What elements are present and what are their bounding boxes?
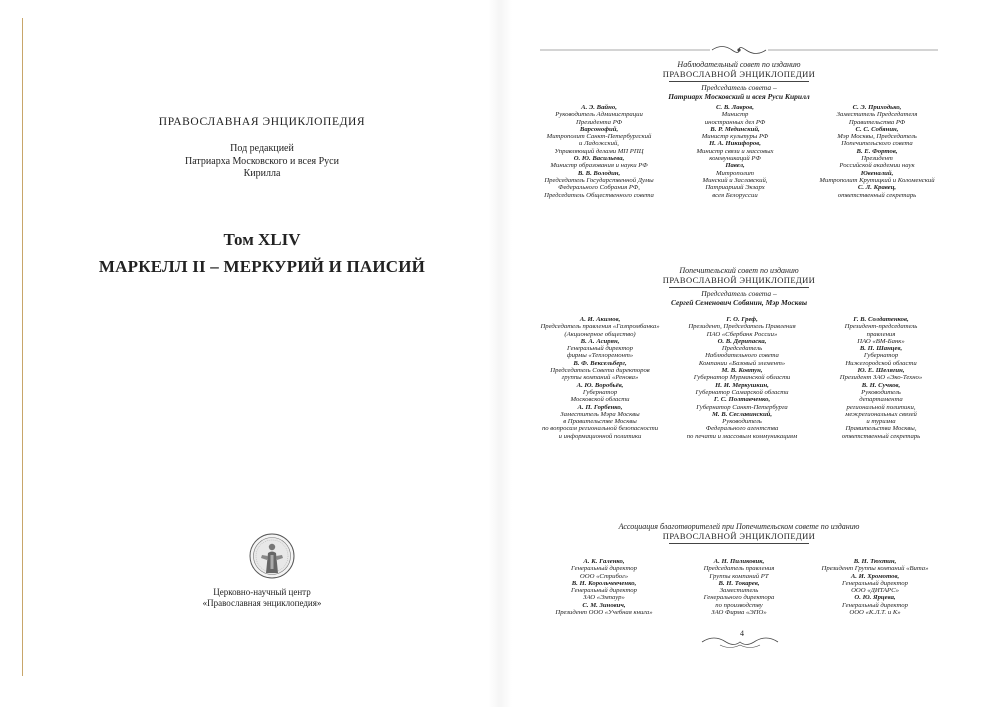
member-name: А. И. Акимов, (579, 316, 621, 323)
member-role: Наблюдательного совета (705, 352, 779, 360)
board-column-1 (530, 316, 670, 440)
member-role: Московской области (570, 396, 630, 404)
member-role: Минский и Заславский, (702, 176, 768, 184)
publisher-line: Церковно-научный центр (213, 587, 311, 597)
member-name: А. П. Горбенко, (577, 403, 623, 411)
member-name: В. А. Асирян, (580, 337, 620, 345)
member-name: В. Н. Корольчевченко, (571, 579, 637, 587)
chair-name: Сергей Семенович Собянин, Мэр Москвы (670, 297, 808, 307)
member-name: М. В. Сеславинский, (711, 410, 773, 418)
member-name: Ювеналий, (860, 169, 894, 177)
member-role: Мэр Москвы, Председатель (837, 133, 917, 141)
member-role: Губернатор (582, 388, 618, 396)
member-role: ООО «К.Л.Т. и К» (849, 609, 901, 617)
member-role: Нижегородской области (845, 359, 917, 367)
section-title: Попечительский совет по изданию (679, 266, 799, 275)
member-role: и информационной политики (558, 432, 642, 440)
board-column-2 (672, 316, 812, 440)
member-name: Г. В. Солдатенков, (853, 316, 909, 323)
member-role: Президент-председатель (844, 323, 918, 331)
chair-label: Председатель совета – (701, 83, 777, 92)
editor-line: Патриарха Московского и всея Руси (185, 155, 339, 167)
member-role: по печати и массовым коммуникациям (686, 432, 798, 440)
section-name: ПРАВОСЛАВНОЙ ЭНЦИКЛОПЕДИИ (662, 531, 816, 541)
member-name: Ю. Е. Шелягин, (857, 367, 905, 375)
chair-label: Председатель совета – (701, 289, 777, 298)
member-role: межрегиональных связей (845, 410, 917, 418)
member-name: С. В. Лавров, (716, 104, 754, 111)
member-role: Министр культуры РФ (701, 133, 769, 141)
member-name: В. В. Володин, (577, 169, 621, 177)
association-column-2 (676, 558, 802, 616)
top-ornament-icon (540, 44, 938, 56)
section-name: ПРАВОСЛАВНОЙ ЭНЦИКЛОПЕДИИ (662, 69, 816, 79)
member-name: В. Ф. Вексельберг, (573, 359, 627, 367)
board-column-3 (818, 316, 944, 440)
member-name: В. Н. Сучков, (861, 381, 901, 389)
member-role: Губернатор Санкт-Петербурга (696, 403, 788, 411)
member-role: Заместитель (719, 587, 759, 595)
editor-line: Кирилла (243, 168, 281, 179)
member-name: Г. О. Греф, (726, 316, 758, 323)
member-role: департамента (859, 396, 903, 404)
member-role: Генеральный директор (571, 587, 637, 595)
member-role: Президент ООО «Учебная книга» (555, 609, 653, 617)
member-role: Попечительского совета (841, 140, 913, 148)
board-of-trustees-header (540, 266, 938, 307)
member-role: по производству (715, 601, 763, 609)
section-title: Ассоциация благотворителей при Попечительском совете по изданию (618, 522, 860, 531)
member-role: Компании «Базовый элемент» (698, 359, 786, 367)
publisher-name (22, 587, 502, 609)
member-role: Генеральный директор (571, 565, 637, 573)
member-role: Председатель правления (703, 565, 775, 573)
editor-block (22, 143, 502, 181)
member-role: (Акционерное общество) (564, 330, 636, 338)
member-role: Правительства Москвы, (845, 425, 917, 433)
member-name: А. Э. Вайно, (581, 104, 617, 111)
member-name: А. И. Хромотов, (850, 572, 900, 580)
supervisory-column-2 (672, 104, 798, 199)
volume-title: МАРКЕЛЛ II – МЕРКУРИЙ И ПАИСИЙ (98, 257, 426, 276)
member-name: В. П. Шанцев, (859, 345, 903, 353)
member-role: Генеральный директор (567, 345, 633, 353)
member-role: ЗАО Фирма «ЭПО» (711, 609, 767, 617)
member-role: Президента РФ (576, 118, 622, 126)
left-page (22, 0, 502, 707)
member-name: С. С. Собянин, (855, 125, 899, 133)
member-role: ООО «Стрибог» (579, 572, 629, 580)
member-role: региональной политики, (846, 403, 916, 411)
member-name: О. Ю. Ярцева, (854, 594, 896, 602)
member-role: Митрополит (715, 169, 755, 177)
member-role: ПАО «ВМ-Банк» (857, 337, 905, 345)
member-name: О. В. Дерипаска, (717, 337, 767, 345)
member-role: Заместитель Председателя (836, 111, 918, 119)
member-role: ЗАО «Эмпаур» (583, 594, 625, 602)
publisher-seal-icon (249, 533, 295, 579)
member-role: Министр связи и массовых (696, 147, 774, 155)
encyclopedia-title: ПРАВОСЛАВНАЯ ЭНЦИКЛОПЕДИЯ (158, 116, 366, 128)
member-name: А. Н. Пиликовик, (713, 558, 765, 565)
member-role: Руководитель (861, 388, 901, 396)
member-role: ООО «ДИТАРС» (851, 587, 899, 595)
member-role: Председатель Государственной Думы (544, 176, 654, 184)
member-role: Федерального агентства (705, 425, 779, 433)
member-name: О. Ю. Васильева, (573, 155, 625, 163)
section-underline (669, 543, 809, 544)
member-name: С. Л. Кравец, (857, 184, 897, 192)
member-role: Генеральный директор (842, 579, 908, 587)
member-role: Управляющий делами МП РПЦ (554, 147, 644, 155)
member-name: Г. С. Полтавченко, (713, 396, 771, 404)
member-role: Министр образования и науки РФ (550, 162, 648, 170)
member-role: коммуникаций РФ (709, 155, 761, 163)
member-name: С. М. Зинович, (582, 601, 626, 609)
member-role: ответственный секретарь (837, 191, 917, 199)
section-title: Наблюдательный совет по изданию (677, 60, 801, 69)
member-name: В. Р. Мединский, (710, 125, 760, 133)
member-role: Митрополит Санкт-Петербургский (546, 133, 652, 141)
member-name: С. Э. Приходько, (852, 104, 902, 111)
member-name: А. Ю. Воробьёв, (576, 381, 624, 389)
member-name: В. Н. Тюхтин, (853, 558, 897, 565)
member-role: Российской академии наук (839, 162, 915, 170)
member-name: М. В. Ковтун, (721, 367, 763, 375)
member-role: Генерального директора (703, 594, 775, 602)
editor-line: Под редакцией (230, 143, 294, 154)
member-role: в Правительстве Москвы (563, 418, 637, 426)
member-role: по вопросам региональной безопасности (541, 425, 659, 433)
page-number: 4 (740, 629, 744, 638)
supervisory-column-3 (810, 104, 944, 199)
member-role: Патриарший Экзарх (705, 184, 765, 192)
member-name: В. Е. Фортов, (856, 147, 898, 155)
member-role: Президент Группы компаний «Вита» (821, 565, 929, 573)
member-name: Н. И. Меркушкин, (715, 381, 769, 389)
member-name: В. Н. Токарев, (718, 579, 760, 587)
member-role: Митрополит Крутицкий и Коломенский (819, 176, 935, 184)
member-role: иностранных дел РФ (704, 118, 766, 126)
member-role: и туризма (866, 418, 896, 426)
member-role: группы компаний «Ренова» (561, 374, 639, 382)
member-role: и Ладожский, (579, 140, 619, 148)
member-role: фирмы «Теплоремонт» (566, 352, 634, 360)
member-role: Председатель Общественного совета (544, 191, 654, 199)
member-role: Президент (861, 155, 893, 163)
member-role: Президент ЗАО «Эко-Техно» (839, 374, 923, 382)
member-role: Председатель Совета директоров (550, 367, 650, 375)
member-role: Министр (721, 111, 749, 119)
section-underline (669, 287, 809, 288)
association-column-3 (810, 558, 940, 616)
member-name: Н. А. Никифоров, (709, 140, 761, 148)
member-role: Правительства РФ (848, 118, 906, 126)
member-name: Павел, (725, 162, 745, 170)
association-column-1 (540, 558, 668, 616)
chair-name: Патриарх Московский и всея Руси Кирилл (668, 91, 810, 101)
section-name: ПРАВОСЛАВНОЙ ЭНЦИКЛОПЕДИИ (662, 275, 816, 285)
member-role: Группы компаний РТ (709, 572, 769, 580)
member-role: всея Белоруссии (712, 191, 758, 199)
member-name: Варсонофий, (579, 125, 619, 133)
member-role: ПАО «Сбербанк России» (706, 330, 778, 338)
member-role: Генеральный директор (842, 601, 908, 609)
association-header (540, 522, 938, 544)
section-underline (669, 81, 809, 82)
supervisory-column-1 (535, 104, 663, 199)
publisher-line: «Православная энциклопедия» (202, 598, 322, 608)
member-role: Федерального Собрания РФ, (558, 184, 640, 192)
member-role: Губернатор (863, 352, 899, 360)
volume-number: Том XLIV (223, 230, 301, 249)
member-role: Руководитель Администрации (555, 111, 643, 119)
member-role: Руководитель (722, 418, 762, 426)
member-role: Губернатор Мурманской области (693, 374, 791, 382)
member-role: Председатель (721, 345, 763, 353)
member-role: Председатель правления «Газпромбанка» (540, 323, 660, 331)
member-role: Президент, Председатель Правления (688, 323, 796, 331)
member-role: правления (866, 330, 896, 338)
member-name: А. К. Галенко, (583, 558, 625, 565)
member-role: ответственный секретарь (841, 432, 921, 440)
member-role: Губернатор Самарской области (695, 388, 789, 396)
supervisory-council-header (540, 60, 938, 101)
member-role: Заместитель Мэра Москвы (560, 410, 640, 418)
